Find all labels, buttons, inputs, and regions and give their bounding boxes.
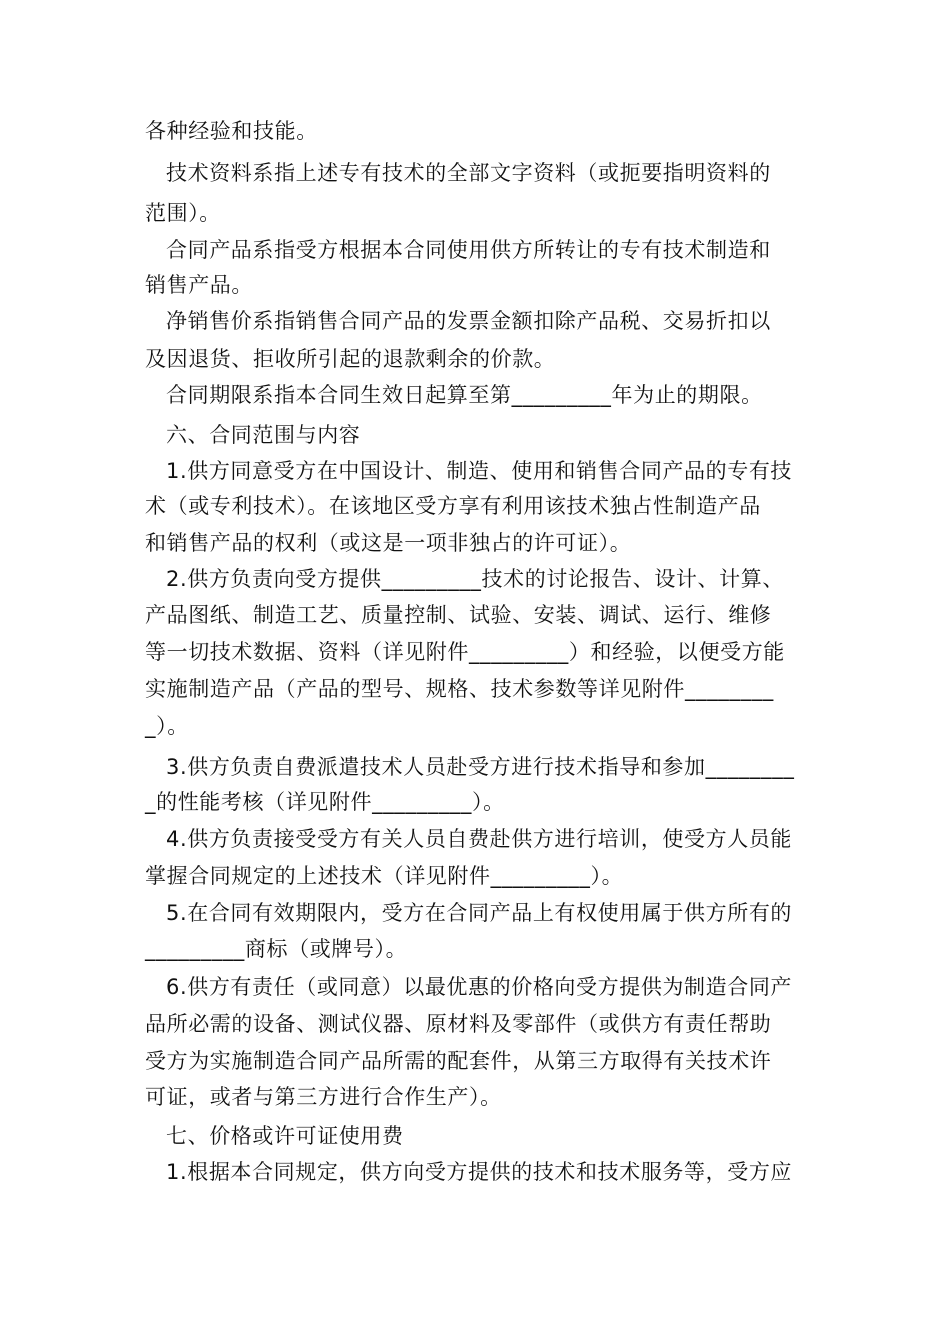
- text-line: _）。: [145, 714, 189, 738]
- text-line: 1.根据本合同规定，供方向受方提供的技术和技术服务等，受方应: [166, 1160, 793, 1184]
- text-line: 掌握合同规定的上述技术（详见附件_________）。: [145, 864, 624, 888]
- text-line: 净销售价系指销售合同产品的发票金额扣除产品税、交易折扣以: [166, 309, 771, 333]
- text-line: 受方为实施制造合同产品所需的配套件，从第三方取得有关技术许: [145, 1049, 772, 1073]
- section-heading: 七、价格或许可证使用费: [166, 1124, 404, 1148]
- text-line: 和销售产品的权利（或这是一项非独占的许可证）。: [145, 531, 632, 555]
- section-heading: 六、合同范围与内容: [166, 423, 361, 447]
- text-line: 品所必需的设备、测试仪器、原材料及零部件（或供方有责任帮助: [145, 1012, 772, 1036]
- text-line: 5.在合同有效期限内，受方在合同产品上有权使用属于供方所有的: [166, 901, 793, 925]
- text-line: 可证，或者与第三方进行合作生产）。: [145, 1085, 502, 1109]
- text-line: _的性能考核（详见附件_________）。: [145, 790, 505, 814]
- text-line: 6.供方有责任（或同意）以最优惠的价格向受方提供为制造合同产: [166, 975, 793, 999]
- text-line: 4.供方负责接受受方有关人员自费赴供方进行培训，使受方人员能: [166, 827, 793, 851]
- text-line: 技术资料系指上述专有技术的全部文字资料（或扼要指明资料的: [166, 161, 771, 185]
- text-line: 2.供方负责向受方提供_________技术的讨论报告、设计、计算、: [166, 567, 784, 591]
- text-line: 各种经验和技能。: [145, 119, 318, 143]
- text-line: 产品图纸、制造工艺、质量控制、试验、安装、调试、运行、维修: [145, 603, 772, 627]
- text-line: 范围）。: [145, 201, 221, 225]
- text-line: 3.供方负责自费派遣技术人员赴受方进行技术指导和参加________: [166, 755, 795, 779]
- text-line: 1.供方同意受方在中国设计、制造、使用和销售合同产品的专有技: [166, 459, 793, 483]
- text-line: 实施制造产品（产品的型号、规格、技术参数等详见附件________: [145, 677, 774, 701]
- text-line: _________商标（或牌号）。: [145, 937, 408, 961]
- text-line: 等一切技术数据、资料（详见附件_________）和经验，以便受方能: [145, 640, 785, 664]
- text-line: 及因退货、拒收所引起的退款剩余的价款。: [145, 347, 556, 371]
- text-line: 术（或专利技术）。在该地区受方享有利用该技术独占性制造产品: [145, 494, 761, 518]
- text-line: 销售产品。: [145, 273, 253, 297]
- text-line: 合同期限系指本合同生效日起算至第_________年为止的期限。: [166, 383, 763, 407]
- text-line: 合同产品系指受方根据本合同使用供方所转让的专有技术制造和: [166, 238, 771, 262]
